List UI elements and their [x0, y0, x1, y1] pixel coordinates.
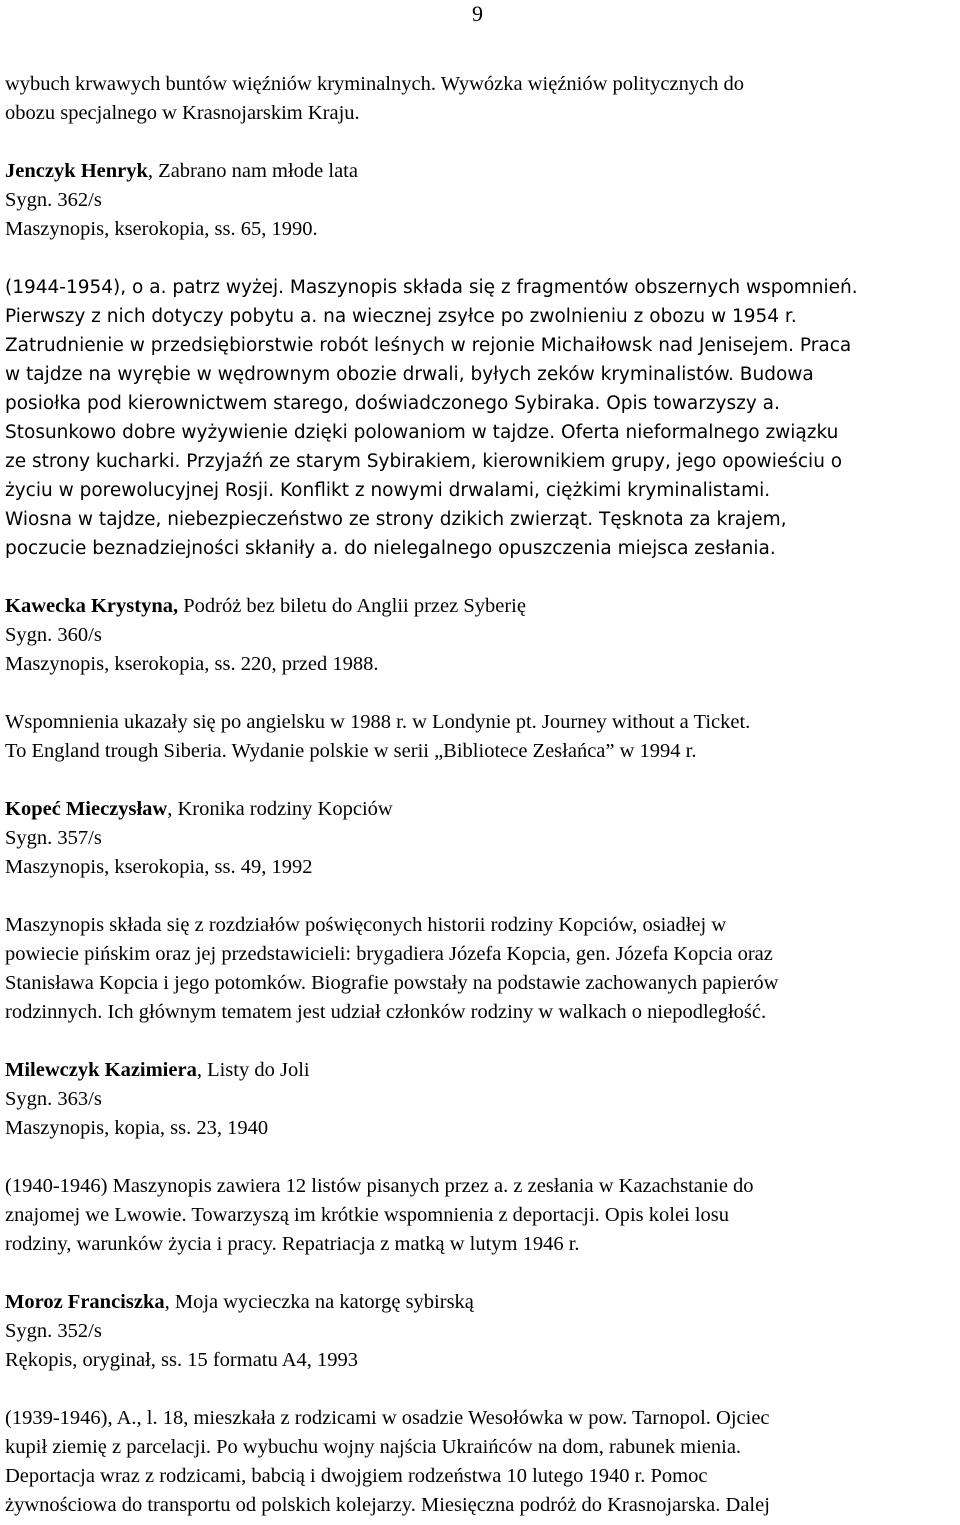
entry-heading	[5, 795, 955, 824]
text-line: znajomej we Lwowie. Towarzyszą im krótkie wspomnienia z deportacji. Opis kolei losu	[5, 1204, 730, 1226]
entry-details: Rękopis, oryginał, ss. 15 formatu A4, 1993	[5, 1349, 359, 1371]
page-number: 9	[472, 1, 483, 26]
entry-details: Maszynopis, kserokopia, ss. 65, 1990.	[5, 218, 318, 240]
document-body	[5, 70, 955, 1520]
entry-sygn: Sygn. 363/s	[5, 1088, 102, 1110]
entry-title: , Moja wycieczka na katorgę sybirską	[164, 1291, 474, 1313]
text-line: (1940-1946) Maszynopis zawiera 12 listów pisanych przez a. z zesłania w Kazachstanie do	[5, 1175, 754, 1197]
entry-description	[5, 1404, 955, 1520]
text-line: (1939-1946), A., l. 18, mieszkała z rodzicami w osadzie Wesołówka w pow. Tarnopol. Ojciec	[5, 1407, 770, 1429]
entry-details: Maszynopis, kserokopia, ss. 220, przed 1988.	[5, 653, 379, 675]
text-line: rodzinnych. Ich głównym tematem jest udział członków rodziny w walkach o niepodległość.	[5, 1001, 767, 1023]
intro-paragraph	[5, 70, 955, 128]
text-line: powiecie pińskim oraz jej przedstawicieli: brygadiera Józefa Kopcia, gen. Józefa Kopcia oraz	[5, 943, 773, 965]
entry-author: Kawecka Krystyna,	[5, 595, 179, 617]
text-line: posiołka pod kierownictwem starego, doświadczonego Sybiraka. Opis towarzyszy a.	[5, 393, 780, 414]
catalog-entry	[5, 592, 955, 766]
entry-author: Milewczyk Kazimiera	[5, 1059, 197, 1081]
entry-heading	[5, 1288, 955, 1317]
text-line: Pierwszy z nich dotyczy pobytu a. na wiecznej zsyłce po zwolnieniu z obozu w 1954 r.	[5, 306, 797, 327]
entry-details: Maszynopis, kopia, ss. 23, 1940	[5, 1117, 269, 1139]
text-line: ze strony kucharki. Przyjaźń ze starym Sybirakiem, kierownikiem grupy, jego opowieściu o	[5, 451, 843, 472]
entry-author: Jenczyk Henryk	[5, 160, 148, 182]
entry-description	[5, 273, 955, 563]
catalog-entry	[5, 1056, 955, 1259]
entry-title: Podróż bez biletu do Anglii przez Syberię	[178, 595, 526, 617]
entry-author: Kopeć Mieczysław	[5, 798, 168, 820]
catalog-entry	[5, 1288, 955, 1520]
text-line: poczucie beznadziejności skłaniły a. do nielegalnego opuszczenia miejsca zesłania.	[5, 538, 776, 559]
entry-sygn: Sygn. 352/s	[5, 1320, 102, 1342]
entry-title: , Kronika rodziny Kopciów	[167, 798, 393, 820]
text-line: wybuch krwawych buntów więźniów kryminalnych. Wywózka więźniów politycznych do	[5, 73, 745, 95]
catalog-entry	[5, 157, 955, 563]
text-line: obozu specjalnego w Krasnojarskim Kraju.	[5, 102, 360, 124]
text-line: w tajdze na wyrębie w wędrownym obozie drwali, byłych zeków kryminalistów. Budowa	[5, 364, 814, 385]
text-line: rodziny, warunków życia i pracy. Repatriacja z matką w lutym 1946 r.	[5, 1233, 580, 1255]
entry-title: , Listy do Joli	[196, 1059, 310, 1081]
entry-heading	[5, 1056, 955, 1085]
entry-details: Maszynopis, kserokopia, ss. 49, 1992	[5, 856, 313, 878]
entry-sygn: Sygn. 357/s	[5, 827, 102, 849]
entry-description	[5, 1172, 955, 1259]
text-line: życiu w porewolucyjnej Rosji. Konflikt z nowymi drwalami, ciężkimi kryminalistami.	[5, 480, 771, 501]
entry-description	[5, 708, 955, 766]
entry-title: , Zabrano nam młode lata	[147, 160, 358, 182]
text-line: Maszynopis składa się z rozdziałów poświęconych historii rodziny Kopciów, osiadłej w	[5, 914, 727, 936]
text-line: żywnościowa do transportu od polskich kolejarzy. Miesięczna podróż do Krasnojarska. Dalej	[5, 1494, 770, 1516]
text-line: (1944-1954), o a. patrz wyżej. Maszynopis składa się z fragmentów obszernych wspomnień.	[5, 277, 858, 298]
text-line: To England trough Siberia. Wydanie polskie w serii „Bibliotece Zesłańca” w 1994 r.	[5, 740, 697, 762]
entry-sygn: Sygn. 360/s	[5, 624, 102, 646]
text-line: Wspomnienia ukazały się po angielsku w 1988 r. w Londynie pt. Journey without a Ticket.	[5, 711, 751, 733]
catalog-entry	[5, 795, 955, 1027]
entry-heading	[5, 157, 955, 186]
text-line: Stosunkowo dobre wyżywienie dzięki polowaniom w tajdze. Oferta nieformalnego związku	[5, 422, 839, 443]
text-line: Deportacja wraz z rodzicami, babcią i dwojgiem rodzeństwa 10 lutego 1940 r. Pomoc	[5, 1465, 708, 1487]
text-line: Wiosna w tajdze, niebezpieczeństwo ze strony dzikich zwierząt. Tęsknota za krajem,	[5, 509, 787, 530]
text-line: Stanisława Kopcia i jego potomków. Biografie powstały na podstawie zachowanych papierów	[5, 972, 779, 994]
entry-heading	[5, 592, 955, 621]
text-line: kupił ziemię z parcelacji. Po wybuchu wojny najścia Ukraińców na dom, rabunek mienia.	[5, 1436, 742, 1458]
text-line: Zatrudnienie w przedsiębiorstwie robót leśnych w rejonie Michaiłowsk nad Jenisejem. Praca	[5, 335, 852, 356]
entry-author: Moroz Franciszka	[5, 1291, 165, 1313]
entry-description	[5, 911, 955, 1027]
entry-sygn: Sygn. 362/s	[5, 189, 102, 211]
